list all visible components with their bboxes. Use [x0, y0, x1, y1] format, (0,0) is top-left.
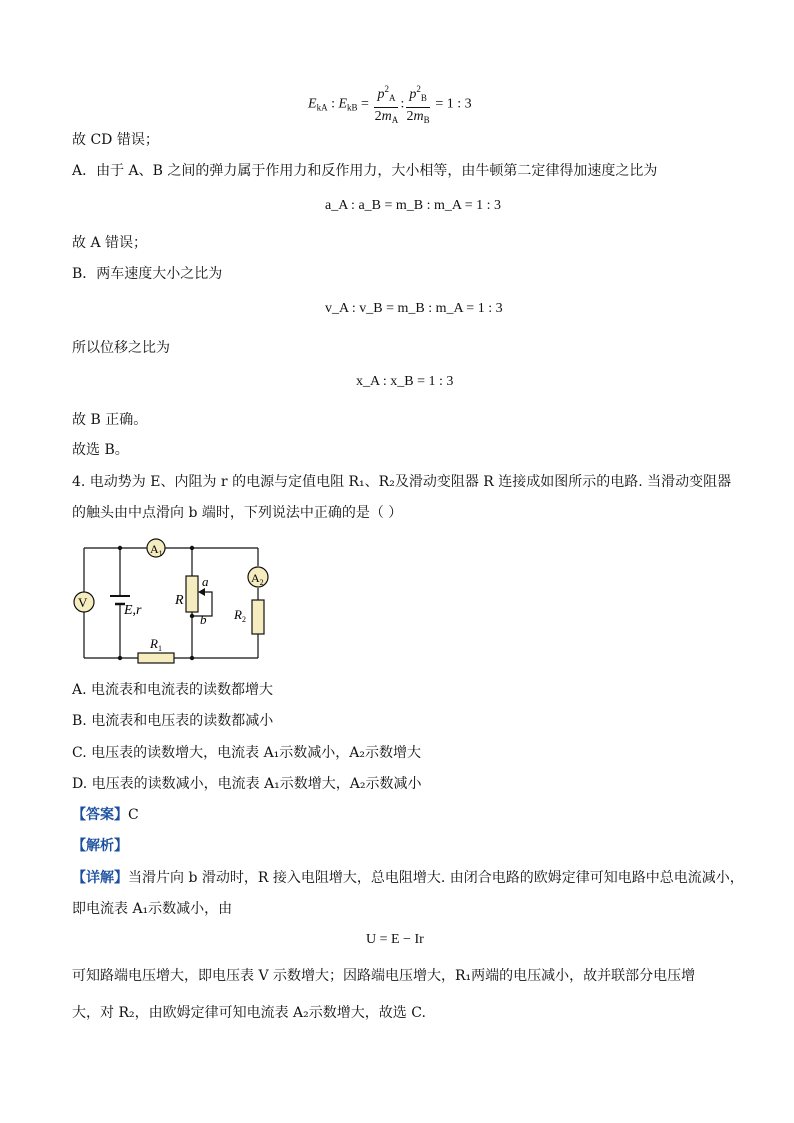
- resistor-r1-icon: [138, 653, 174, 663]
- r2-sub: 2: [241, 615, 246, 624]
- r2-label: R: [234, 607, 242, 622]
- text-line: 故 CD 错误；: [72, 132, 159, 148]
- detail-line-3: 可知路端电压增大，即电压表 V 示数增大；因路端电压增大，R₁两端的电压减小，故并联部分电压增: [72, 968, 696, 984]
- resistor-r2-icon: [252, 600, 264, 634]
- question-4-line-1: 4. 电动势为 E、内阻为 r 的电源与定值电阻 R₁、R₂及滑动变阻器 R 连接成如图所示的电路. 当滑动变阻器: [72, 474, 732, 490]
- text-line: B．两车速度大小之比为: [72, 266, 223, 282]
- ohm-law-equation: U = E − Ir: [366, 932, 424, 947]
- text-line: A．由于 A、B 之间的弹力属于作用力和反作用力，大小相等，由牛顿第二定律得加速度之比为: [72, 163, 658, 179]
- option-d: D. 电压表的读数减小，电流表 A₁示数增大，A₂示数减小: [72, 776, 422, 792]
- answer-tag: 【答案】: [72, 807, 128, 823]
- svg-text:R2: [233, 607, 246, 624]
- energy-ratio-equation: $E_{kA}$ : $E_{kB}$ = $\frac{p^2_A}{2m_A}$ : $\frac{p^2_B}{2m_B}$ = 1 : 3: [308, 80, 472, 129]
- option-a: A. 电流表和电流表的读数都增大: [72, 682, 274, 698]
- ammeter-a1-label: A: [150, 542, 159, 556]
- colon: :: [331, 96, 335, 112]
- text-line: 所以位移之比为: [72, 340, 170, 356]
- voltmeter-label: V: [78, 595, 88, 610]
- r1-sub: 1: [157, 644, 162, 653]
- displacement-ratio-equation: x_A : x_B = 1 : 3: [356, 374, 454, 389]
- energy-ratio-result: = 1 : 3: [435, 96, 472, 112]
- ammeter-a2-label: A: [251, 571, 260, 585]
- analysis-tag: 【解析】: [72, 838, 128, 854]
- fraction-a: $\frac{p^2_A}{2m_A}$: [374, 80, 398, 129]
- question-4-line-2: 的触头由中点滑向 b 端时，下列说法中正确的是（ ）: [72, 505, 403, 521]
- ammeter-a2-sub: 2: [259, 578, 264, 587]
- option-c: C. 电压表的读数增大，电流表 A₁示数减小，A₂示数增大: [72, 745, 422, 761]
- svg-text:R1: [149, 636, 162, 653]
- detail-line-2: 即电流表 A₁示数减小，由: [72, 901, 233, 917]
- rheostat-label: R: [175, 593, 184, 608]
- source-label: E,r: [124, 603, 142, 618]
- detail-text-1: 当滑片向 b 滑动时，R 接入电阻增大，总电阻增大. 由闭合电路的欧姆定律可知电路中总电流减小，: [128, 870, 744, 886]
- detail-line-4: 大，对 R₂，由欧姆定律可知电流表 A₂示数增大，故选 C.: [72, 1005, 426, 1021]
- text-line: 故 B 正确。: [72, 412, 148, 428]
- terminal-b-label: b: [200, 612, 207, 627]
- fraction-b: $\frac{p^2_B}{2m_B}$: [406, 80, 430, 129]
- velocity-ratio-equation: v_A : v_B = m_B : m_A = 1 : 3: [325, 301, 503, 316]
- answer-line: [72, 805, 139, 825]
- option-b: B. 电流表和电压表的读数都减小: [72, 713, 274, 729]
- rheostat-icon: [186, 576, 198, 612]
- analysis-line: [72, 836, 128, 856]
- text-line: 故选 B。: [72, 442, 129, 458]
- answer-value: C: [128, 807, 139, 823]
- detail-line-1: [72, 868, 744, 888]
- r1-label: R: [150, 636, 158, 651]
- text-line: 故 A 错误；: [72, 235, 148, 251]
- ammeter-a1-sub: 1: [158, 549, 163, 558]
- terminal-a-label: a: [202, 574, 209, 589]
- detail-tag: 【详解】: [72, 870, 128, 886]
- circuit-diagram: [72, 536, 282, 666]
- acceleration-ratio-equation: a_A : a_B = m_B : m_A = 1 : 3: [325, 198, 502, 213]
